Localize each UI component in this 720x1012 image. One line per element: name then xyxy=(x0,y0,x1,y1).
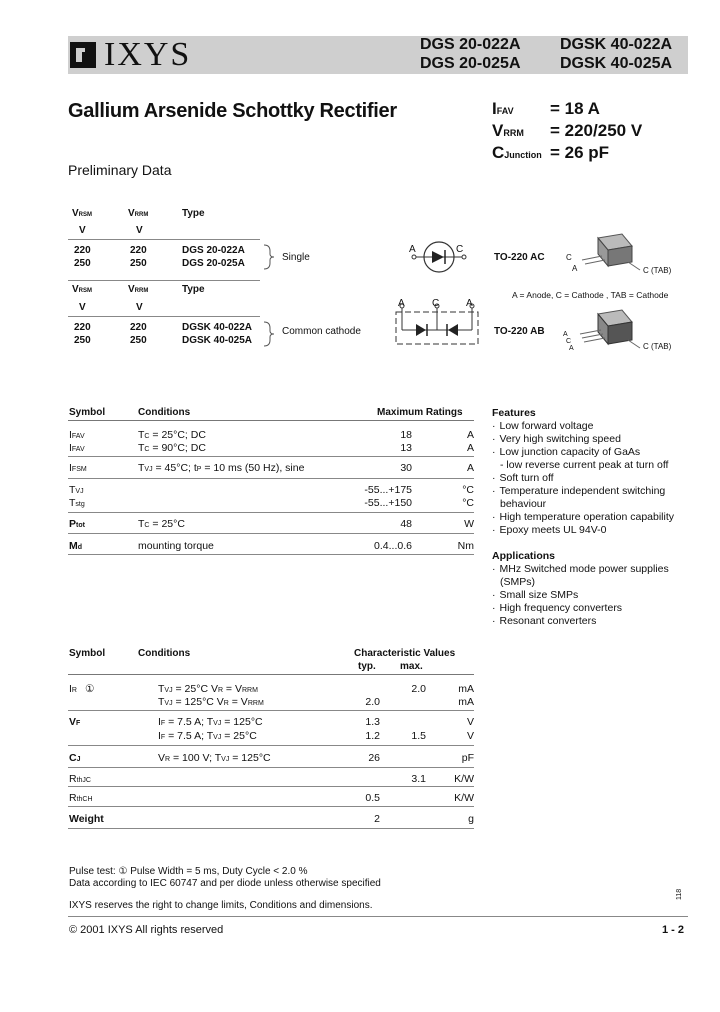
list-item: · Low junction capacity of GaAs xyxy=(492,446,674,459)
list-item: · Very high switching speed xyxy=(492,433,674,446)
package-name: TO-220 AC xyxy=(494,252,545,263)
col-symbol: Symbol xyxy=(69,407,106,418)
symbol-cell: Md xyxy=(69,540,83,552)
value-cell: 18 xyxy=(400,429,412,441)
col-characteristic-values: Characteristic Values xyxy=(354,648,456,659)
symbol-cell: RthCH xyxy=(69,792,93,804)
unit-v: V xyxy=(79,302,86,313)
list-item: · High temperature operation capability xyxy=(492,511,674,524)
unit-cell: °C xyxy=(462,497,474,509)
package-pin: C xyxy=(566,253,572,262)
package-pin: A xyxy=(572,264,578,273)
to220ab-package-icon xyxy=(572,308,652,352)
divider xyxy=(68,674,474,675)
condition-cell: TVJ = 125°C VR = VRRM xyxy=(158,696,264,708)
cell: DGS 20-022A xyxy=(182,245,245,256)
cell: 220 xyxy=(74,322,91,333)
symbol-cell: Tstg xyxy=(69,497,85,509)
condition-cell: IF = 7.5 A; TVJ = 125°C xyxy=(158,716,263,728)
value-cell: -55...+150 xyxy=(364,497,412,509)
ixys-logo xyxy=(70,36,230,73)
part-number: DGSK 40-022A xyxy=(560,36,673,53)
to220ac-package-icon xyxy=(572,232,652,274)
unit-cell: K/W xyxy=(454,792,474,804)
condition-cell: VR = 100 V; TVJ = 125°C xyxy=(158,752,271,764)
value-cell: 48 xyxy=(400,518,412,530)
unit-v: V xyxy=(136,302,143,313)
divider xyxy=(68,828,474,829)
value-cell: 0.4...0.6 xyxy=(374,540,412,552)
package-pin: A xyxy=(569,345,574,352)
col-conditions: Conditions xyxy=(138,407,191,418)
pulse-test-note: Pulse test: ① Pulse Width = 5 ms, Duty Cycle < 2.0 % xyxy=(69,866,308,877)
col-type: Type xyxy=(182,284,205,295)
divider xyxy=(68,767,474,768)
part-number: DGSK 40-025A xyxy=(560,55,673,72)
col-max-ratings: Maximum Ratings xyxy=(377,407,463,418)
unit-cell: V xyxy=(466,716,474,728)
package-pin: A xyxy=(563,331,568,338)
divider xyxy=(68,420,474,421)
applications-heading: Applications xyxy=(492,550,556,562)
applications-section xyxy=(492,550,669,628)
col-max: max. xyxy=(400,661,423,672)
col-symbol: Symbol xyxy=(69,648,106,659)
typ-cell: 26 xyxy=(368,752,380,764)
list-item: · MHz Switched mode power supplies xyxy=(492,563,669,576)
symbol-cell: VF xyxy=(69,716,81,728)
package-pin: C (TAB) xyxy=(643,266,672,275)
value-cell: -55...+175 xyxy=(364,484,412,496)
col-conditions: Conditions xyxy=(138,648,191,659)
features-list xyxy=(492,420,674,537)
typ-cell: 2.0 xyxy=(365,696,380,708)
unit-cell: W xyxy=(464,518,474,530)
divider xyxy=(68,316,260,317)
side-code: 118 xyxy=(676,888,683,900)
pin-label: C xyxy=(432,298,440,309)
typ-cell: 0.5 xyxy=(365,792,380,804)
package-pin: C (TAB) xyxy=(643,342,672,351)
brace-icon xyxy=(262,320,276,348)
symbol-cell: IFAV xyxy=(69,429,85,441)
symbol-cell: IR ① xyxy=(69,683,95,695)
unit-cell: A xyxy=(466,429,474,441)
typ-cell: 1.2 xyxy=(365,730,380,742)
iec-note: Data according to IEC 60747 and per diode unless otherwise specified xyxy=(69,878,381,889)
package-pin: C xyxy=(566,338,572,345)
copyright: © 2001 IXYS All rights reserved xyxy=(69,924,224,936)
divider xyxy=(68,478,474,479)
cell: 250 xyxy=(74,258,91,269)
condition-cell: mounting torque xyxy=(138,540,214,552)
type-note: Single xyxy=(282,252,310,263)
symbol-cell: TVJ xyxy=(69,484,84,496)
col-typ: typ. xyxy=(358,661,376,672)
cell: DGS 20-025A xyxy=(182,258,245,269)
divider xyxy=(68,512,474,513)
part-number: DGS 20-025A xyxy=(420,55,521,72)
divider xyxy=(68,456,474,457)
value-cell: 30 xyxy=(400,462,412,474)
unit-cell: mA xyxy=(458,683,474,695)
divider xyxy=(68,745,474,746)
col-vrsm: VRSM xyxy=(72,284,93,295)
unit-cell: mA xyxy=(458,696,474,708)
condition-cell: TC = 25°C; DC xyxy=(138,429,206,441)
logo-mark-icon xyxy=(70,42,96,68)
unit-cell: °C xyxy=(462,484,474,496)
condition-cell: IF = 7.5 A; TVJ = 25°C xyxy=(158,730,257,742)
brace-icon xyxy=(262,243,276,271)
type-note: Common cathode xyxy=(282,326,361,337)
value-cell: 13 xyxy=(400,442,412,454)
cell: 220 xyxy=(74,245,91,256)
symbol-cell: Ptot xyxy=(69,518,85,530)
cell: 220 xyxy=(130,322,147,333)
unit-cell: K/W xyxy=(454,773,474,785)
pin-label: C xyxy=(456,244,464,255)
features-heading: Features xyxy=(492,407,536,419)
pin-legend: A = Anode, C = Cathode , TAB = Cathode xyxy=(512,290,669,300)
list-item: · Epoxy meets UL 94V-0 xyxy=(492,524,674,537)
max-cell: 2.0 xyxy=(411,683,426,695)
condition-cell: TVJ = 45°C; tP = 10 ms (50 Hz), sine xyxy=(138,462,305,474)
applications-list xyxy=(492,563,669,628)
unit-cell: pF xyxy=(461,752,474,764)
symbol-cell: CJ xyxy=(69,752,81,764)
list-item: · Low forward voltage xyxy=(492,420,674,433)
list-item: · Resonant converters xyxy=(492,615,669,628)
package-name: TO-220 AB xyxy=(494,326,545,337)
cell: DGSK 40-025A xyxy=(182,335,253,346)
unit-cell: Nm xyxy=(457,540,474,552)
divider xyxy=(68,280,260,281)
divider xyxy=(68,710,474,711)
unit-v: V xyxy=(136,225,143,236)
features-section xyxy=(492,407,674,537)
page-number: 1 - 2 xyxy=(662,924,685,936)
divider xyxy=(68,239,260,240)
max-cell: 3.1 xyxy=(411,773,426,785)
list-item: · Temperature independent switching xyxy=(492,485,674,498)
symbol-cell: Weight xyxy=(69,813,104,825)
divider xyxy=(68,806,474,807)
pin-label: A xyxy=(398,298,405,309)
list-item: - low reverse current peak at turn off xyxy=(500,459,669,471)
condition-cell: TC = 25°C xyxy=(138,518,185,530)
symbol-cell: IFAV xyxy=(69,442,85,454)
page-title: Gallium Arsenide Schottky Rectifier xyxy=(68,100,397,122)
symbol-cell: RthJC xyxy=(69,773,91,785)
part-number: DGS 20-022A xyxy=(420,36,521,53)
divider xyxy=(68,554,474,555)
list-item: (SMPs) xyxy=(500,576,535,588)
unit-cell: V xyxy=(466,730,474,742)
typ-cell: 2 xyxy=(374,813,380,825)
col-vrsm: VRSM xyxy=(72,208,93,219)
unit-cell: A xyxy=(466,442,474,454)
cell: 250 xyxy=(74,335,91,346)
footer-rule xyxy=(68,916,688,917)
col-vrrm: VRRM xyxy=(128,208,149,219)
list-item: · High frequency converters xyxy=(492,602,669,615)
typ-cell: 1.3 xyxy=(365,716,380,728)
list-item: behaviour xyxy=(500,498,547,510)
unit-cell: A xyxy=(466,462,474,474)
disclaimer: IXYS reserves the right to change limits, Conditions and dimensions. xyxy=(69,900,373,911)
cell: 250 xyxy=(130,258,147,269)
cell: 250 xyxy=(130,335,147,346)
divider xyxy=(68,786,474,787)
cell: 220 xyxy=(130,245,147,256)
condition-cell: TC = 90°C; DC xyxy=(138,442,206,454)
brand-name: IXYS xyxy=(104,36,192,73)
col-vrrm: VRRM xyxy=(128,284,149,295)
divider xyxy=(68,533,474,534)
col-type: Type xyxy=(182,208,205,219)
unit-cell: g xyxy=(468,813,474,825)
condition-cell: TVJ = 25°C VR = VRRM xyxy=(158,683,258,695)
symbol-cell: IFSM xyxy=(69,462,87,474)
preliminary-label: Preliminary Data xyxy=(68,162,172,178)
max-cell: 1.5 xyxy=(411,730,426,742)
unit-v: V xyxy=(79,225,86,236)
pin-label: A xyxy=(466,298,473,309)
cell: DGSK 40-022A xyxy=(182,322,253,333)
list-item: · Small size SMPs xyxy=(492,589,669,602)
list-item: · Soft turn off xyxy=(492,472,674,485)
pin-label: A xyxy=(409,244,416,255)
